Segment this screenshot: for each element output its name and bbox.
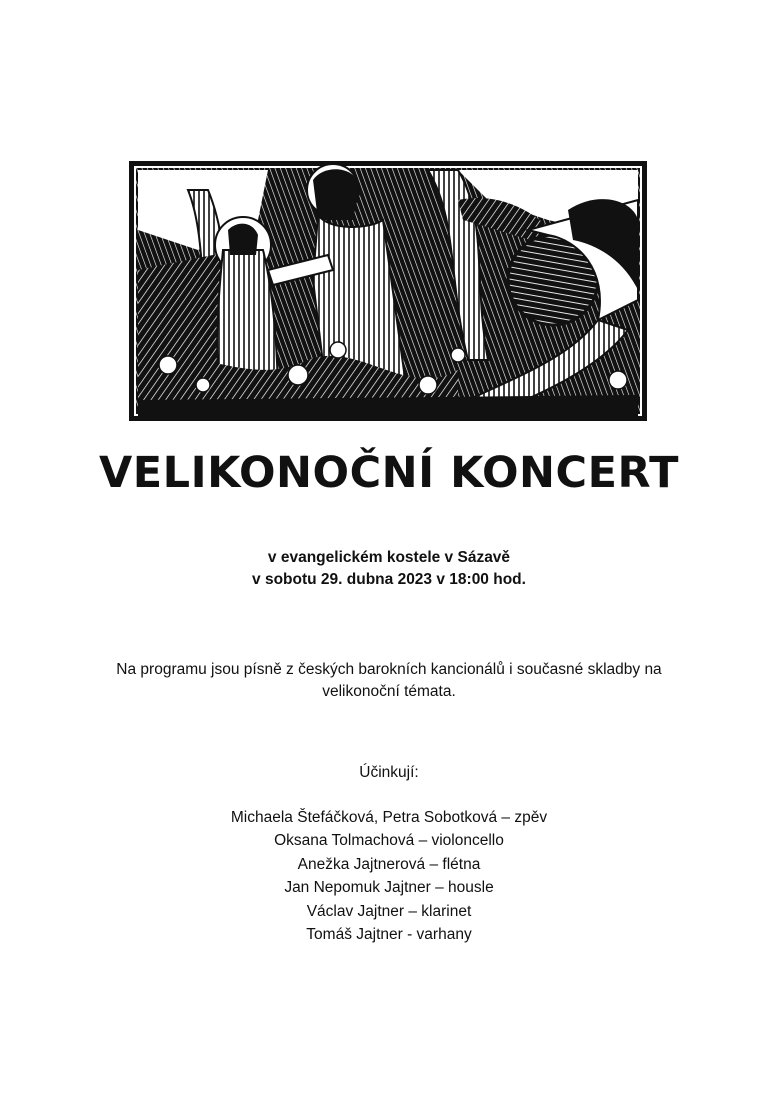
concert-title: VELIKONOČNÍ KONCERT <box>99 448 679 498</box>
program-description <box>60 659 718 703</box>
woodcut-easter-resurrection-icon <box>128 160 648 422</box>
venue-line: v evangelickém kostele v Sázavě <box>267 549 511 566</box>
venue-and-date <box>0 547 778 591</box>
performer-item: Anežka Jajtnerová – flétna <box>297 855 481 873</box>
performer-item: Tomáš Jajtner - varhany <box>306 926 472 944</box>
performers-list <box>0 806 778 946</box>
performer-item: Oksana Tolmachová – violoncello <box>274 832 504 850</box>
performers-heading: Účinkují: <box>359 764 419 781</box>
program-line-1: Na programu jsou písně z českých barokních kancionálů i současné skladby na <box>116 661 662 678</box>
performer-item: Václav Jajtner – klarinet <box>306 902 472 920</box>
performer-item: Michaela Štefáčková, Petra Sobotková – zpěv <box>230 809 548 826</box>
date-line: v sobotu 29. dubna 2023 v 18:00 hod. <box>252 571 526 588</box>
woodcut-illustration <box>128 160 648 422</box>
program-line-2: velikonoční témata. <box>322 683 456 700</box>
performer-item: Jan Nepomuk Jajtner – housle <box>284 879 494 897</box>
